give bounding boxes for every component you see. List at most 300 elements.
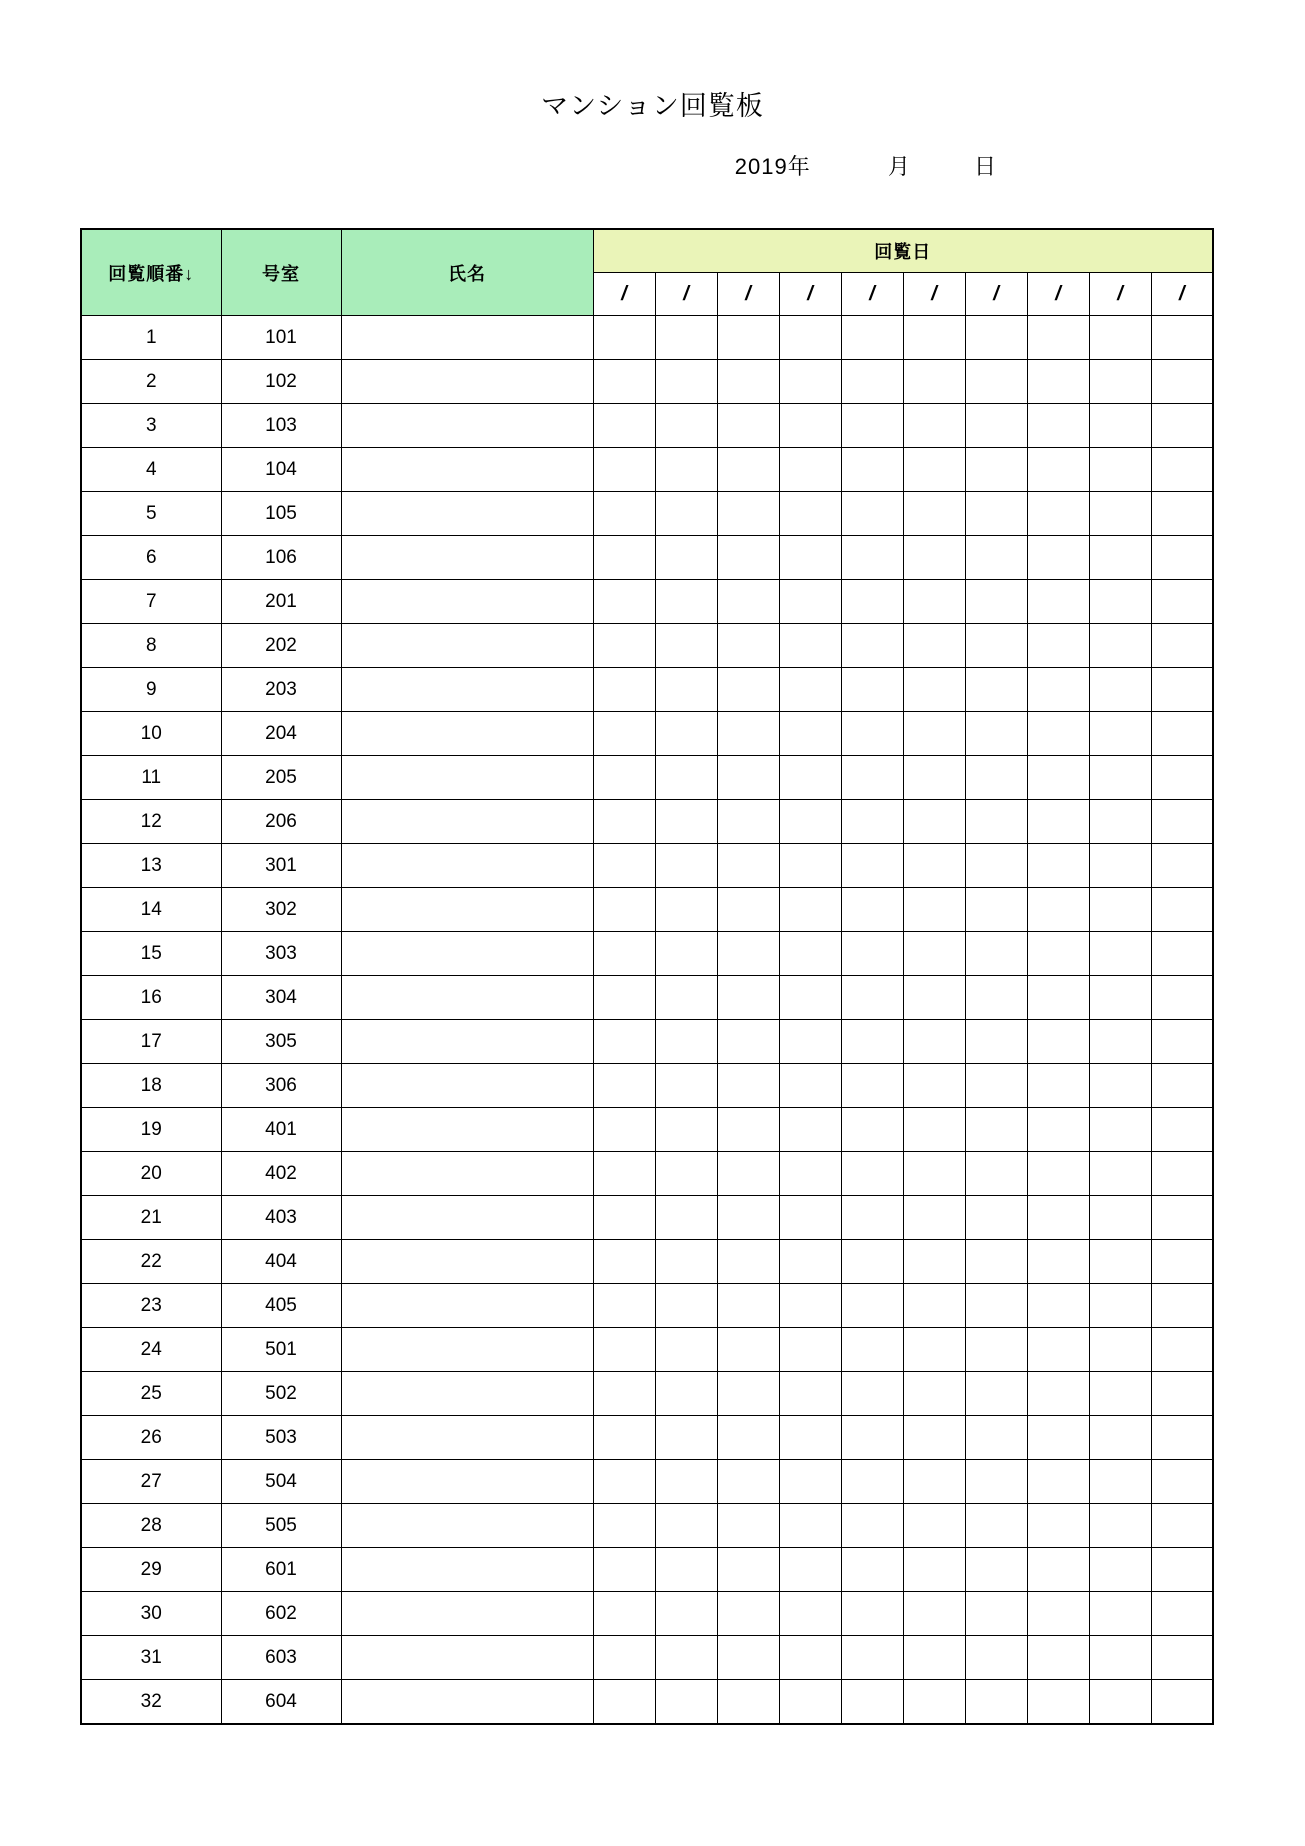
cell-date-check[interactable] — [965, 1196, 1027, 1240]
cell-name[interactable] — [341, 1592, 593, 1636]
cell-date-check[interactable] — [655, 1504, 717, 1548]
cell-date-check[interactable] — [655, 1636, 717, 1680]
cell-date-check[interactable] — [903, 756, 965, 800]
cell-name[interactable] — [341, 1680, 593, 1725]
cell-date-check[interactable] — [841, 1064, 903, 1108]
cell-date-check[interactable] — [965, 932, 1027, 976]
cell-date-check[interactable] — [655, 624, 717, 668]
cell-date-check[interactable] — [1089, 1504, 1151, 1548]
cell-date-check[interactable] — [1089, 1592, 1151, 1636]
cell-date-check[interactable] — [779, 1504, 841, 1548]
cell-date-check[interactable] — [655, 1152, 717, 1196]
cell-date-check[interactable] — [1089, 976, 1151, 1020]
cell-name[interactable] — [341, 668, 593, 712]
cell-date-check[interactable] — [779, 1108, 841, 1152]
cell-date-check[interactable] — [903, 1108, 965, 1152]
cell-date-check[interactable] — [1151, 492, 1213, 536]
cell-date-check[interactable] — [1151, 1284, 1213, 1328]
cell-date-check[interactable] — [1151, 1064, 1213, 1108]
cell-name[interactable] — [341, 1152, 593, 1196]
cell-date-check[interactable] — [841, 888, 903, 932]
cell-date-check[interactable] — [717, 888, 779, 932]
cell-date-check[interactable] — [965, 1240, 1027, 1284]
cell-date-check[interactable] — [779, 536, 841, 580]
cell-date-check[interactable] — [779, 1592, 841, 1636]
cell-date-check[interactable] — [1151, 1548, 1213, 1592]
cell-date-check[interactable] — [1089, 1372, 1151, 1416]
cell-date-check[interactable] — [1151, 668, 1213, 712]
cell-date-check[interactable] — [1151, 888, 1213, 932]
cell-date-check[interactable] — [1027, 932, 1089, 976]
cell-date-check[interactable] — [965, 1636, 1027, 1680]
cell-date-check[interactable] — [1027, 1372, 1089, 1416]
cell-date-check[interactable] — [779, 932, 841, 976]
cell-date-check[interactable] — [717, 624, 779, 668]
cell-name[interactable] — [341, 1196, 593, 1240]
cell-date-check[interactable] — [903, 1460, 965, 1504]
cell-date-check[interactable] — [1089, 1108, 1151, 1152]
cell-date-check[interactable] — [1089, 800, 1151, 844]
cell-date-check[interactable] — [779, 1152, 841, 1196]
cell-date-check[interactable] — [1151, 1328, 1213, 1372]
cell-date-check[interactable] — [965, 1328, 1027, 1372]
cell-date-check[interactable] — [717, 1636, 779, 1680]
cell-date-check[interactable] — [593, 404, 655, 448]
cell-date-check[interactable] — [903, 404, 965, 448]
cell-date-check[interactable] — [1089, 1284, 1151, 1328]
cell-date-check[interactable] — [903, 1416, 965, 1460]
cell-date-check[interactable] — [841, 536, 903, 580]
cell-date-check[interactable] — [593, 800, 655, 844]
cell-date-check[interactable] — [965, 1416, 1027, 1460]
cell-date-check[interactable] — [779, 492, 841, 536]
cell-date-check[interactable] — [965, 1504, 1027, 1548]
cell-date-check[interactable] — [841, 316, 903, 360]
cell-date-check[interactable] — [965, 1064, 1027, 1108]
cell-date-check[interactable] — [1151, 844, 1213, 888]
cell-date-check[interactable] — [717, 712, 779, 756]
cell-date-check[interactable] — [903, 1196, 965, 1240]
cell-date-check[interactable] — [717, 844, 779, 888]
cell-date-check[interactable] — [1027, 492, 1089, 536]
cell-date-check[interactable] — [903, 800, 965, 844]
cell-date-check[interactable] — [965, 536, 1027, 580]
cell-date-check[interactable] — [841, 1548, 903, 1592]
cell-date-check[interactable] — [655, 492, 717, 536]
cell-date-check[interactable] — [717, 360, 779, 404]
cell-date-check[interactable] — [655, 668, 717, 712]
cell-date-check[interactable] — [1027, 624, 1089, 668]
cell-date-check[interactable] — [1151, 1372, 1213, 1416]
cell-date-check[interactable] — [717, 976, 779, 1020]
cell-date-check[interactable] — [903, 1636, 965, 1680]
cell-date-check[interactable] — [1151, 1592, 1213, 1636]
cell-date-check[interactable] — [965, 360, 1027, 404]
cell-date-check[interactable] — [841, 1328, 903, 1372]
cell-date-check[interactable] — [841, 844, 903, 888]
cell-date-check[interactable] — [903, 448, 965, 492]
cell-date-check[interactable] — [1089, 1460, 1151, 1504]
cell-date-check[interactable] — [965, 316, 1027, 360]
cell-date-check[interactable] — [593, 1240, 655, 1284]
cell-date-check[interactable] — [1027, 668, 1089, 712]
cell-date-check[interactable] — [655, 1460, 717, 1504]
cell-date-check[interactable] — [717, 1416, 779, 1460]
cell-date-check[interactable] — [965, 844, 1027, 888]
cell-date-check[interactable] — [717, 932, 779, 976]
cell-name[interactable] — [341, 316, 593, 360]
cell-date-check[interactable] — [903, 580, 965, 624]
cell-date-check[interactable] — [593, 1416, 655, 1460]
cell-date-check[interactable] — [903, 316, 965, 360]
cell-date-check[interactable] — [1027, 800, 1089, 844]
cell-date-check[interactable] — [779, 1460, 841, 1504]
cell-date-check[interactable] — [593, 360, 655, 404]
cell-date-check[interactable] — [965, 624, 1027, 668]
cell-date-check[interactable] — [1151, 976, 1213, 1020]
cell-name[interactable] — [341, 888, 593, 932]
cell-date-check[interactable] — [1089, 624, 1151, 668]
cell-date-check[interactable] — [903, 1592, 965, 1636]
cell-date-check[interactable] — [841, 448, 903, 492]
cell-date-check[interactable] — [655, 712, 717, 756]
cell-name[interactable] — [341, 1460, 593, 1504]
cell-name[interactable] — [341, 844, 593, 888]
cell-date-check[interactable] — [655, 1416, 717, 1460]
cell-name[interactable] — [341, 756, 593, 800]
cell-date-check[interactable] — [841, 580, 903, 624]
cell-date-check[interactable] — [655, 976, 717, 1020]
cell-date-check[interactable] — [655, 1020, 717, 1064]
cell-date-check[interactable] — [593, 932, 655, 976]
cell-date-check[interactable] — [717, 1592, 779, 1636]
cell-date-check[interactable] — [1089, 404, 1151, 448]
cell-date-check[interactable] — [965, 1284, 1027, 1328]
cell-date-check[interactable] — [965, 1108, 1027, 1152]
cell-date-check[interactable] — [717, 536, 779, 580]
cell-date-check[interactable] — [1089, 316, 1151, 360]
cell-date-check[interactable] — [1089, 448, 1151, 492]
cell-name[interactable] — [341, 1328, 593, 1372]
cell-date-check[interactable] — [903, 1328, 965, 1372]
cell-date-check[interactable] — [655, 1680, 717, 1725]
cell-date-check[interactable] — [1089, 712, 1151, 756]
cell-date-check[interactable] — [779, 844, 841, 888]
cell-date-check[interactable] — [903, 976, 965, 1020]
cell-date-check[interactable] — [1151, 404, 1213, 448]
cell-date-check[interactable] — [717, 316, 779, 360]
cell-date-check[interactable] — [717, 1680, 779, 1725]
cell-date-check[interactable] — [1089, 580, 1151, 624]
cell-date-check[interactable] — [841, 1108, 903, 1152]
cell-date-check[interactable] — [841, 1460, 903, 1504]
cell-date-check[interactable] — [965, 888, 1027, 932]
cell-date-check[interactable] — [593, 712, 655, 756]
cell-name[interactable] — [341, 536, 593, 580]
cell-date-check[interactable] — [841, 404, 903, 448]
cell-date-check[interactable] — [903, 536, 965, 580]
cell-date-check[interactable] — [1027, 1504, 1089, 1548]
cell-date-check[interactable] — [655, 316, 717, 360]
cell-date-check[interactable] — [841, 1680, 903, 1725]
cell-date-check[interactable] — [1151, 448, 1213, 492]
cell-date-check[interactable] — [593, 580, 655, 624]
cell-name[interactable] — [341, 976, 593, 1020]
cell-date-check[interactable] — [1027, 404, 1089, 448]
cell-date-check[interactable] — [1089, 492, 1151, 536]
cell-name[interactable] — [341, 1372, 593, 1416]
cell-date-check[interactable] — [593, 624, 655, 668]
cell-date-check[interactable] — [717, 404, 779, 448]
cell-date-check[interactable] — [841, 800, 903, 844]
cell-date-check[interactable] — [717, 1548, 779, 1592]
cell-date-check[interactable] — [1027, 1152, 1089, 1196]
cell-date-check[interactable] — [593, 1636, 655, 1680]
cell-date-check[interactable] — [1027, 976, 1089, 1020]
cell-date-check[interactable] — [965, 580, 1027, 624]
cell-date-check[interactable] — [717, 1284, 779, 1328]
cell-date-check[interactable] — [841, 1504, 903, 1548]
cell-date-check[interactable] — [1027, 1328, 1089, 1372]
cell-date-check[interactable] — [779, 1196, 841, 1240]
cell-date-check[interactable] — [717, 1504, 779, 1548]
cell-date-check[interactable] — [965, 712, 1027, 756]
cell-date-check[interactable] — [965, 800, 1027, 844]
cell-date-check[interactable] — [655, 1284, 717, 1328]
cell-name[interactable] — [341, 1240, 593, 1284]
cell-date-check[interactable] — [1027, 580, 1089, 624]
cell-date-check[interactable] — [841, 1152, 903, 1196]
cell-date-check[interactable] — [779, 756, 841, 800]
cell-date-check[interactable] — [903, 1504, 965, 1548]
cell-name[interactable] — [341, 1636, 593, 1680]
cell-date-check[interactable] — [1089, 756, 1151, 800]
cell-date-check[interactable] — [965, 492, 1027, 536]
cell-date-check[interactable] — [1151, 1240, 1213, 1284]
cell-date-check[interactable] — [779, 1064, 841, 1108]
cell-date-check[interactable] — [1089, 1196, 1151, 1240]
cell-date-check[interactable] — [903, 1240, 965, 1284]
cell-date-check[interactable] — [1089, 1548, 1151, 1592]
cell-date-check[interactable] — [903, 668, 965, 712]
cell-date-check[interactable] — [655, 800, 717, 844]
cell-date-check[interactable] — [903, 712, 965, 756]
cell-date-check[interactable] — [841, 624, 903, 668]
cell-date-check[interactable] — [593, 1108, 655, 1152]
cell-date-check[interactable] — [1027, 756, 1089, 800]
cell-date-check[interactable] — [965, 1680, 1027, 1725]
cell-date-check[interactable] — [655, 404, 717, 448]
cell-name[interactable] — [341, 404, 593, 448]
cell-date-check[interactable] — [841, 492, 903, 536]
cell-date-check[interactable] — [841, 712, 903, 756]
cell-date-check[interactable] — [965, 1460, 1027, 1504]
cell-date-check[interactable] — [717, 492, 779, 536]
cell-date-check[interactable] — [841, 756, 903, 800]
cell-date-check[interactable] — [593, 1328, 655, 1372]
cell-name[interactable] — [341, 1064, 593, 1108]
cell-date-check[interactable] — [903, 1064, 965, 1108]
cell-date-check[interactable] — [655, 932, 717, 976]
cell-date-check[interactable] — [1027, 360, 1089, 404]
cell-date-check[interactable] — [593, 448, 655, 492]
cell-date-check[interactable] — [1151, 536, 1213, 580]
cell-date-check[interactable] — [1089, 1416, 1151, 1460]
cell-date-check[interactable] — [841, 1284, 903, 1328]
cell-date-check[interactable] — [1151, 1108, 1213, 1152]
cell-date-check[interactable] — [655, 1108, 717, 1152]
cell-date-check[interactable] — [841, 1240, 903, 1284]
cell-date-check[interactable] — [1089, 888, 1151, 932]
cell-date-check[interactable] — [1089, 844, 1151, 888]
cell-date-check[interactable] — [779, 1548, 841, 1592]
cell-date-check[interactable] — [593, 756, 655, 800]
cell-date-check[interactable] — [841, 1592, 903, 1636]
cell-date-check[interactable] — [717, 1240, 779, 1284]
cell-date-check[interactable] — [1089, 1064, 1151, 1108]
cell-date-check[interactable] — [779, 1020, 841, 1064]
cell-date-check[interactable] — [841, 932, 903, 976]
cell-name[interactable] — [341, 1284, 593, 1328]
cell-name[interactable] — [341, 800, 593, 844]
cell-date-check[interactable] — [1027, 1196, 1089, 1240]
cell-date-check[interactable] — [1151, 1504, 1213, 1548]
cell-date-check[interactable] — [717, 448, 779, 492]
cell-date-check[interactable] — [841, 976, 903, 1020]
cell-date-check[interactable] — [1151, 932, 1213, 976]
cell-date-check[interactable] — [779, 1328, 841, 1372]
cell-date-check[interactable] — [779, 976, 841, 1020]
cell-date-check[interactable] — [965, 756, 1027, 800]
cell-date-check[interactable] — [1151, 1020, 1213, 1064]
cell-date-check[interactable] — [655, 844, 717, 888]
cell-date-check[interactable] — [965, 668, 1027, 712]
cell-date-check[interactable] — [841, 1372, 903, 1416]
cell-date-check[interactable] — [841, 668, 903, 712]
cell-date-check[interactable] — [1089, 1680, 1151, 1725]
cell-date-check[interactable] — [1027, 536, 1089, 580]
cell-date-check[interactable] — [779, 316, 841, 360]
cell-name[interactable] — [341, 932, 593, 976]
cell-date-check[interactable] — [1027, 1284, 1089, 1328]
cell-date-check[interactable] — [1027, 1416, 1089, 1460]
cell-date-check[interactable] — [655, 1240, 717, 1284]
cell-date-check[interactable] — [1151, 624, 1213, 668]
cell-date-check[interactable] — [1151, 1460, 1213, 1504]
cell-date-check[interactable] — [1151, 580, 1213, 624]
cell-date-check[interactable] — [1089, 1152, 1151, 1196]
cell-date-check[interactable] — [1027, 712, 1089, 756]
cell-date-check[interactable] — [965, 976, 1027, 1020]
cell-date-check[interactable] — [717, 1108, 779, 1152]
cell-date-check[interactable] — [903, 1372, 965, 1416]
cell-date-check[interactable] — [779, 1284, 841, 1328]
cell-date-check[interactable] — [717, 1152, 779, 1196]
cell-date-check[interactable] — [903, 888, 965, 932]
cell-date-check[interactable] — [779, 360, 841, 404]
cell-date-check[interactable] — [1151, 316, 1213, 360]
cell-date-check[interactable] — [655, 1064, 717, 1108]
cell-date-check[interactable] — [717, 1460, 779, 1504]
cell-date-check[interactable] — [593, 1284, 655, 1328]
cell-date-check[interactable] — [1089, 360, 1151, 404]
cell-date-check[interactable] — [593, 1020, 655, 1064]
cell-date-check[interactable] — [593, 1152, 655, 1196]
cell-date-check[interactable] — [779, 1680, 841, 1725]
cell-date-check[interactable] — [655, 1328, 717, 1372]
cell-name[interactable] — [341, 492, 593, 536]
cell-date-check[interactable] — [779, 1636, 841, 1680]
cell-date-check[interactable] — [1151, 712, 1213, 756]
cell-date-check[interactable] — [655, 888, 717, 932]
cell-date-check[interactable] — [593, 1504, 655, 1548]
cell-date-check[interactable] — [1151, 800, 1213, 844]
cell-date-check[interactable] — [655, 536, 717, 580]
cell-date-check[interactable] — [841, 360, 903, 404]
cell-date-check[interactable] — [1089, 932, 1151, 976]
cell-date-check[interactable] — [1151, 1636, 1213, 1680]
cell-date-check[interactable] — [717, 1020, 779, 1064]
cell-date-check[interactable] — [779, 1372, 841, 1416]
cell-date-check[interactable] — [593, 492, 655, 536]
cell-date-check[interactable] — [593, 1592, 655, 1636]
cell-date-check[interactable] — [841, 1020, 903, 1064]
cell-date-check[interactable] — [655, 448, 717, 492]
cell-date-check[interactable] — [593, 536, 655, 580]
cell-date-check[interactable] — [841, 1636, 903, 1680]
cell-date-check[interactable] — [1027, 1548, 1089, 1592]
cell-name[interactable] — [341, 1504, 593, 1548]
cell-date-check[interactable] — [903, 360, 965, 404]
cell-date-check[interactable] — [1027, 1636, 1089, 1680]
cell-date-check[interactable] — [717, 1064, 779, 1108]
cell-name[interactable] — [341, 1020, 593, 1064]
cell-date-check[interactable] — [593, 316, 655, 360]
cell-name[interactable] — [341, 624, 593, 668]
cell-date-check[interactable] — [965, 404, 1027, 448]
cell-date-check[interactable] — [655, 360, 717, 404]
cell-name[interactable] — [341, 580, 593, 624]
cell-date-check[interactable] — [903, 624, 965, 668]
cell-date-check[interactable] — [717, 1196, 779, 1240]
cell-date-check[interactable] — [1151, 1196, 1213, 1240]
cell-date-check[interactable] — [655, 1548, 717, 1592]
cell-date-check[interactable] — [779, 448, 841, 492]
cell-name[interactable] — [341, 1548, 593, 1592]
cell-date-check[interactable] — [779, 580, 841, 624]
cell-date-check[interactable] — [593, 976, 655, 1020]
cell-date-check[interactable] — [593, 888, 655, 932]
cell-date-check[interactable] — [779, 712, 841, 756]
cell-date-check[interactable] — [965, 448, 1027, 492]
cell-date-check[interactable] — [779, 800, 841, 844]
cell-date-check[interactable] — [1027, 1064, 1089, 1108]
cell-date-check[interactable] — [1089, 1636, 1151, 1680]
cell-name[interactable] — [341, 1416, 593, 1460]
cell-date-check[interactable] — [1089, 1328, 1151, 1372]
cell-name[interactable] — [341, 712, 593, 756]
cell-date-check[interactable] — [841, 1416, 903, 1460]
cell-date-check[interactable] — [1151, 756, 1213, 800]
cell-date-check[interactable] — [717, 668, 779, 712]
cell-date-check[interactable] — [1089, 1240, 1151, 1284]
cell-date-check[interactable] — [717, 1328, 779, 1372]
cell-date-check[interactable] — [965, 1548, 1027, 1592]
cell-name[interactable] — [341, 360, 593, 404]
cell-date-check[interactable] — [903, 1020, 965, 1064]
cell-date-check[interactable] — [593, 844, 655, 888]
cell-date-check[interactable] — [593, 1680, 655, 1725]
